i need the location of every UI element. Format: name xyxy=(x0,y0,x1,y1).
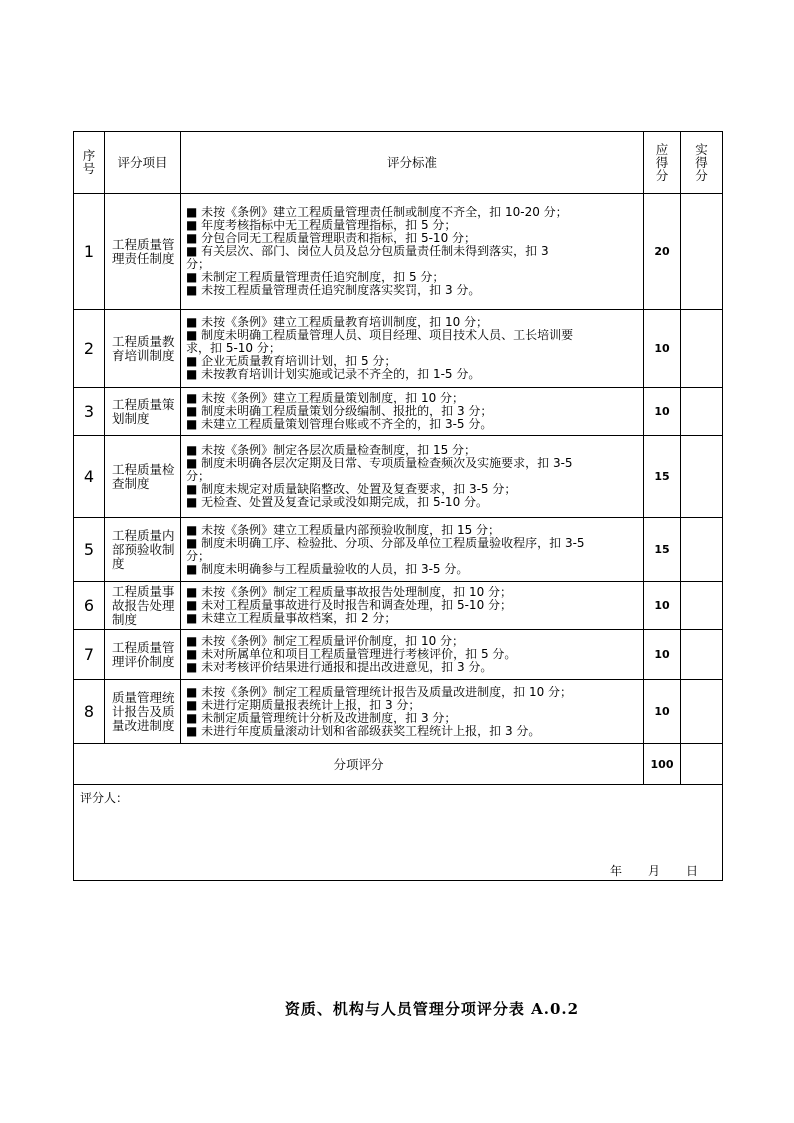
header-criteria: 评分标准 xyxy=(181,132,644,194)
date-month: 月 xyxy=(647,864,660,878)
evaluator-cell[interactable] xyxy=(74,785,723,881)
table-row xyxy=(74,194,723,310)
header-full-score: 应得分 xyxy=(644,132,681,194)
table-row xyxy=(74,436,723,518)
criteria-line: ■ 制度未明确工程质量管理人员、项目经理、项目技术人员、工长培训要 xyxy=(186,329,574,342)
table-row xyxy=(74,518,723,582)
criteria-line: ■ 未对所属单位和项目工程质量管理进行考核评价，扣 5 分。 xyxy=(186,648,517,661)
criteria-line: ■ 未进行定期质量报表统计上报，扣 3 分； xyxy=(186,698,421,712)
header-row xyxy=(74,132,723,194)
table-body xyxy=(74,194,723,744)
row-actual-score[interactable] xyxy=(681,680,723,744)
criteria-line: ■ 未按《条例》制定工程质量评价制度，扣 10 分； xyxy=(186,635,465,648)
criteria-line: ■ 未按《条例》建立工程质量内部预验收制度，扣 15 分； xyxy=(186,523,501,537)
criteria-line: ■ 制度未规定对质量缺陷整改、处置及复查要求，扣 3-5 分； xyxy=(186,483,517,496)
row-item: 工程质量管理评价制度 xyxy=(105,630,181,680)
criteria-line: ■ 未制定质量管理统计分析及改进制度，扣 3 分； xyxy=(186,711,457,725)
row-actual-score[interactable] xyxy=(681,388,723,436)
header-no: 序号 xyxy=(74,132,105,194)
row-criteria xyxy=(181,582,644,630)
row-full-score: 10 xyxy=(644,388,681,436)
row-criteria xyxy=(181,436,644,518)
row-item: 工程质量内部预验收制度 xyxy=(105,518,181,582)
row-number: 7 xyxy=(74,630,105,680)
criteria-line: ■ 无检查、处置及复查记录或没如期完成，扣 5-10 分。 xyxy=(186,496,489,509)
row-item: 工程质量检查制度 xyxy=(105,436,181,518)
table-row xyxy=(74,630,723,680)
row-full-score: 15 xyxy=(644,518,681,582)
row-full-score: 10 xyxy=(644,630,681,680)
row-full-score: 10 xyxy=(644,582,681,630)
row-criteria xyxy=(181,630,644,680)
criteria-line: ■ 未进行年度质量滚动计划和省部级获奖工程统计上报，扣 3 分。 xyxy=(186,724,541,738)
criteria-line: ■ 未按《条例》建立工程质量教育培训制度，扣 10 分； xyxy=(186,316,489,329)
criteria-line: ■ 有关层次、部门、岗位人员及总分包质量责任制未得到落实，扣 3 xyxy=(186,245,549,258)
table-row xyxy=(74,582,723,630)
row-number: 8 xyxy=(74,680,105,744)
criteria-line: ■ 未建立工程质量事故档案，扣 2 分； xyxy=(186,612,397,625)
row-actual-score[interactable] xyxy=(681,310,723,388)
criteria-line: ■ 制度未明确各层次定期及日常、专项质量检查频次及实施要求，扣 3-5 xyxy=(186,457,573,470)
row-full-score: 10 xyxy=(644,680,681,744)
criteria-line: ■ 未制定工程质量管理责任追究制度，扣 5 分； xyxy=(186,271,445,284)
row-criteria xyxy=(181,518,644,582)
criteria-line: ■ 未按《条例》建立工程质量策划制度，扣 10 分； xyxy=(186,392,465,405)
criteria-line: ■ 未按教育培训计划实施或记录不齐全的，扣 1-5 分。 xyxy=(186,368,481,381)
row-actual-score[interactable] xyxy=(681,436,723,518)
criteria-line: ■ 未建立工程质量策划管理台账或不齐全的，扣 3-5 分。 xyxy=(186,418,493,431)
evaluator-label: 评分人： xyxy=(80,791,129,805)
row-actual-score[interactable] xyxy=(681,518,723,582)
criteria-line: 分； xyxy=(186,470,211,483)
row-criteria xyxy=(181,388,644,436)
row-criteria xyxy=(181,680,644,744)
row-item: 工程质量教育培训制度 xyxy=(105,310,181,388)
criteria-line: ■ 未对考核评价结果进行通报和提出改进意见，扣 3 分。 xyxy=(186,661,493,674)
header-actual-score: 实得分 xyxy=(681,132,723,194)
date-day: 日 xyxy=(685,864,698,878)
criteria-line: ■ 未按《条例》制定工程质量事故报告处理制度，扣 10 分； xyxy=(186,586,513,599)
criteria-line: ■ 未按工程质量管理责任追究制度落实奖罚，扣 3 分。 xyxy=(186,284,481,297)
criteria-line: ■ 制度未明确工程质量策划分级编制、报批的，扣 3 分； xyxy=(186,405,493,418)
summary-full-score: 100 xyxy=(644,744,681,785)
table-row xyxy=(74,388,723,436)
criteria-line: ■ 未按《条例》制定工程质量管理统计报告及质量改进制度，扣 10 分； xyxy=(186,685,573,699)
row-actual-score[interactable] xyxy=(681,630,723,680)
row-criteria xyxy=(181,310,644,388)
row-full-score: 20 xyxy=(644,194,681,310)
criteria-line: ■ 未对工程质量事故进行及时报告和调查处理，扣 5-10 分； xyxy=(186,599,513,612)
summary-label: 分项评分 xyxy=(74,744,644,785)
row-actual-score[interactable] xyxy=(681,194,723,310)
criteria-line: 分； xyxy=(186,549,211,563)
criteria-line: ■ 未按《条例》制定各层次质量检查制度，扣 15 分； xyxy=(186,444,477,457)
date-year: 年 xyxy=(609,864,622,878)
row-number: 6 xyxy=(74,582,105,630)
row-number: 3 xyxy=(74,388,105,436)
criteria-line: ■ 未按《条例》建立工程质量管理责任制或制度不齐全，扣 10-20 分； xyxy=(186,206,568,219)
row-actual-score[interactable] xyxy=(681,582,723,630)
row-full-score: 15 xyxy=(644,436,681,518)
summary-row xyxy=(74,744,723,785)
criteria-line: ■ 分包合同无工程质量管理职责和指标，扣 5-10 分； xyxy=(186,232,477,245)
criteria-line: 分； xyxy=(186,258,211,271)
evaluation-date xyxy=(584,862,698,879)
evaluator-row xyxy=(74,785,723,881)
criteria-line: 求，扣 5-10 分； xyxy=(186,342,281,355)
summary-actual-score[interactable] xyxy=(681,744,723,785)
header-item: 评分项目 xyxy=(105,132,181,194)
criteria-line: ■ 年度考核指标中无工程质量管理指标，扣 5 分； xyxy=(186,219,457,232)
row-number: 1 xyxy=(74,194,105,310)
row-item: 工程质量管理责任制度 xyxy=(105,194,181,310)
row-number: 2 xyxy=(74,310,105,388)
row-number: 5 xyxy=(74,518,105,582)
scoring-table xyxy=(73,131,723,881)
criteria-line: ■ 制度未明确工序、检验批、分项、分部及单位工程质量验收程序，扣 3-5 xyxy=(186,536,585,550)
criteria-line: ■ 企业无质量教育培训计划，扣 5 分； xyxy=(186,355,397,368)
criteria-line: ■ 制度未明确参与工程质量验收的人员，扣 3-5 分。 xyxy=(186,562,469,576)
table-row xyxy=(74,680,723,744)
row-criteria xyxy=(181,194,644,310)
row-number: 4 xyxy=(74,436,105,518)
row-item: 质量管理统计报告及质量改进制度 xyxy=(105,680,181,744)
table-caption: 资质、机构与人员管理分项评分表 A.0.2 xyxy=(284,1000,580,1018)
table-row xyxy=(74,310,723,388)
row-item: 工程质量事故报告处理制度 xyxy=(105,582,181,630)
row-full-score: 10 xyxy=(644,310,681,388)
row-item: 工程质量策划制度 xyxy=(105,388,181,436)
